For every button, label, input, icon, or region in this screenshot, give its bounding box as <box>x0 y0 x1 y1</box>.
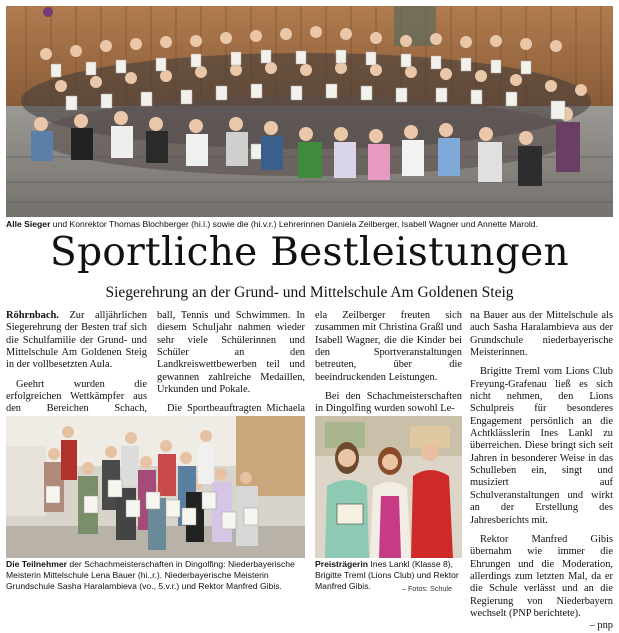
chess-caption-text: der Schachmeisterschaften in Dingolfing: Niederbayerische Meisterin Mittelschule Lena Bauer (hi.,r.). Niederbayerische Meisterin Grundschule Sasha Haralambieva (vo., 5.v.r.) und Rektor Manfred Gibis. <box>6 559 295 591</box>
col2-paragraph-2: Die Sportbeauftragten Michaela <box>167 403 305 415</box>
col4-paragraph-3: Rektor Manfred Gibis übernahm wie immer die Ehrungen und die Moderation, allerdings zum letzten Mal, da er die Schule verlässt und an die Regierung von Niederbayern wechselt (PNP berichtete). <box>470 533 613 619</box>
chess-photo-caption <box>6 559 305 592</box>
col3-paragraph-1: ela Zeilberger freuten sich zusammen mit Christina Graßl und Isabell Wagner, die die Kinder bei den Sportveranstaltungen betreuten, über die beeindruckenden Leistungen. <box>315 310 462 383</box>
col1-paragraph-2: Geehrt wurden die erfolgreichen Wettkämpfer aus den Bereichen Schach, <box>6 378 147 415</box>
article-column-4 <box>470 310 613 633</box>
col3-paragraph-2: Bei den Schachmeisterschaften in Dingolfing wurden sowohl Le- <box>315 391 462 415</box>
group-photo <box>6 6 613 217</box>
caption-lead: Alle Sieger <box>6 219 51 229</box>
caption-text: und Konrektor Thomas Blochberger (hi.l.) sowie die (hi.v.r.) Lehrerinnen Daniela Zeilberger, Isabell Wagner und Annette Marold. <box>50 219 538 229</box>
col4-paragraph-2: Brigitte Treml vom Lions Club Freyung-Grafenau ließ es sich nicht nehmen, den Lions Schulpreis für besonderes Engagement persönlich an die Achtklässlerin Ines Lankl zu überreichen. Diese bringt sich seit Jahren in besonderer Weise in das Schulleben ein, singt und musiziert auf Schulveranstaltungen und wirkt an der Erstellung des Jahresberichts mit. <box>470 366 613 526</box>
prize-caption-text: Ines Lankl (Klasse 8), Brigitte Treml (Lions Club) und Rektor Manfred Gibis. <box>315 559 459 591</box>
dateline: Röhrnbach. <box>6 310 59 321</box>
chess-caption-lead: Die Teilnehmer <box>6 559 67 569</box>
group-photo-image <box>6 6 613 217</box>
headline: Sportliche Bestleistungen <box>50 230 569 275</box>
photo-credit: – Fotos: Schule <box>402 584 452 593</box>
prize-photo <box>315 416 462 558</box>
chess-photo <box>6 416 305 558</box>
col2-paragraph-1: ball, Tennis und Schwimmen. In diesem Schuljahr nahmen wieder sehr viele Schülerinnen und Schüler an den Landkreiswettbewerben teil und gewannen zahlreiche Medaillen, Urkunden und Pokale. <box>157 310 305 396</box>
prize-caption-lead: Preisträgerin <box>315 559 369 569</box>
col4-paragraph-1: na Bauer aus der Mittelschule als auch Sasha Haralambieva aus der Grundschule niederbayerische Meisterinnen. <box>470 310 613 359</box>
article-column-3 <box>315 310 462 423</box>
chess-photo-image <box>6 416 305 558</box>
subheadline: Siegerehrung an der Grund- und Mittelschule Am Goldenen Steig <box>105 284 514 301</box>
col1-paragraph-1: Zur alljährlichen Siegerehrung der Besten traf sich die Schulfamilie der Grund- und Mittelschule Am Goldenen Steig in der vollbesetzten Aula. <box>6 310 147 371</box>
prize-photo-image <box>315 416 462 558</box>
author-sign: – pnp <box>589 620 613 632</box>
